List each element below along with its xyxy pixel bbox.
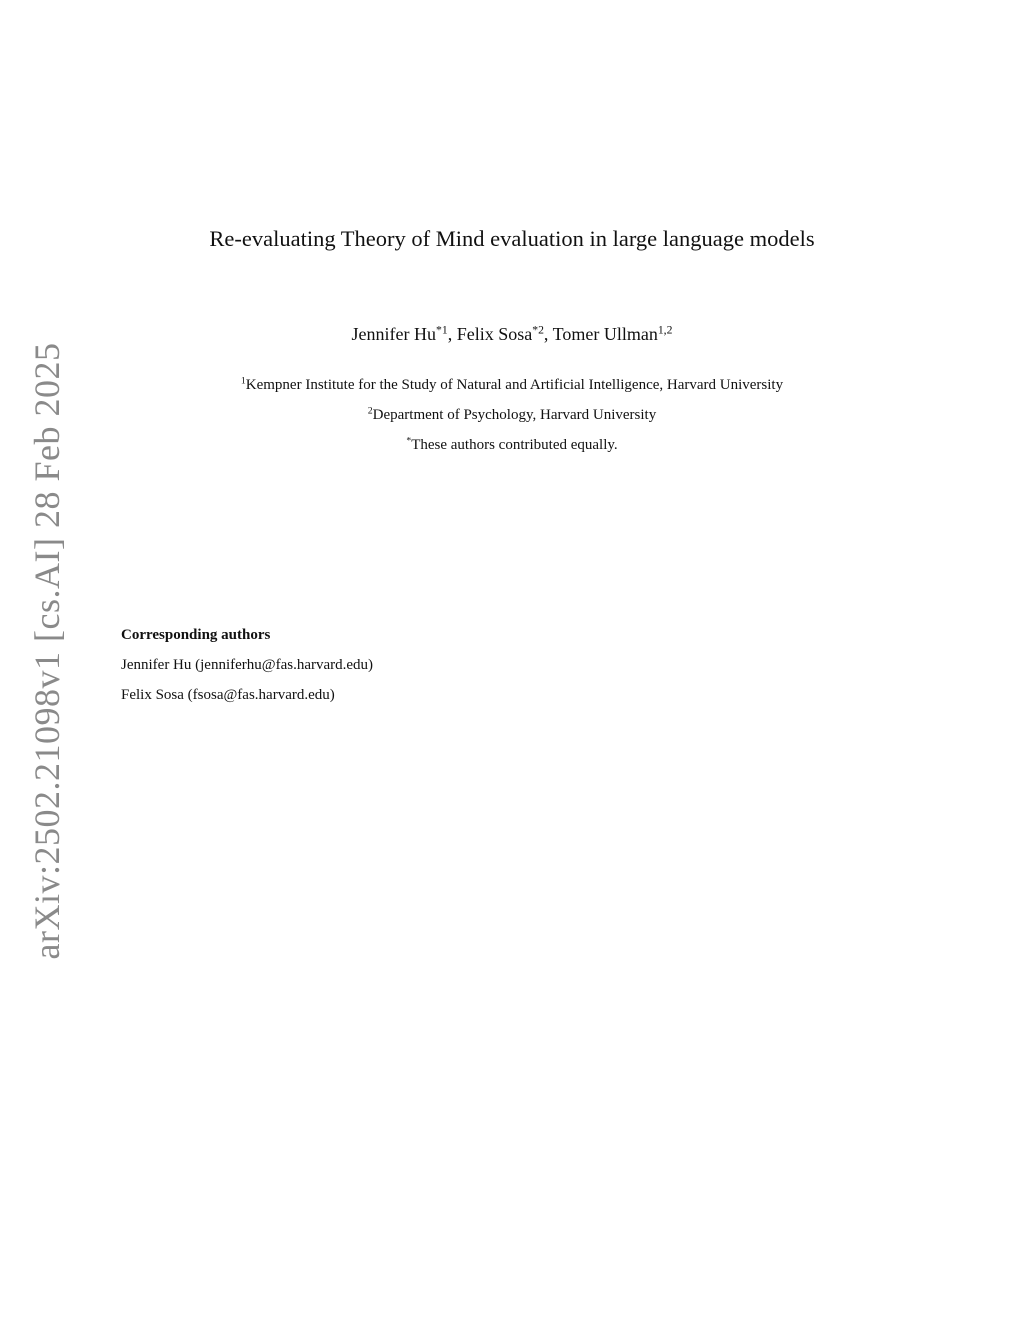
author-list	[0, 320, 1024, 348]
author-separator: ,	[543, 324, 553, 344]
affiliation-psychology	[0, 404, 1024, 426]
author-name: Tomer Ullman	[552, 324, 658, 344]
affiliation-mark: 2	[367, 405, 373, 417]
equal-contribution-mark: *	[406, 435, 412, 447]
paper-title: Re-evaluating Theory of Mind evaluation in large language models	[209, 226, 815, 251]
author-affiliation-mark: 1,2	[657, 323, 673, 337]
author-affiliation-mark: *2	[532, 323, 544, 337]
author-separator: ,	[447, 324, 457, 344]
corresponding-authors-section	[121, 624, 373, 714]
corresponding-authors-heading: Corresponding authors	[121, 627, 271, 643]
arxiv-identifier-stamp: arXiv:2502.21098v1 [cs.AI] 28 Feb 2025	[27, 342, 67, 960]
author-name: Felix Sosa	[456, 324, 533, 344]
equal-contribution-text: These authors contributed equally.	[411, 437, 618, 453]
affiliation-text: Kempner Institute for the Study of Natural and Artificial Intelligence, Harvard University	[245, 377, 784, 393]
affiliation-mark: 1	[240, 375, 246, 387]
author-affiliation-mark: *1	[436, 323, 448, 337]
corresponding-author-contact: Felix Sosa (fsosa@fas.harvard.edu)	[121, 687, 335, 703]
author-name: Jennifer Hu	[351, 324, 437, 344]
equal-contribution-note	[0, 434, 1024, 456]
corresponding-author-contact: Jennifer Hu (jenniferhu@fas.harvard.edu)	[121, 657, 374, 673]
affiliation-kempner	[0, 374, 1024, 396]
affiliation-text: Department of Psychology, Harvard University	[372, 407, 657, 423]
